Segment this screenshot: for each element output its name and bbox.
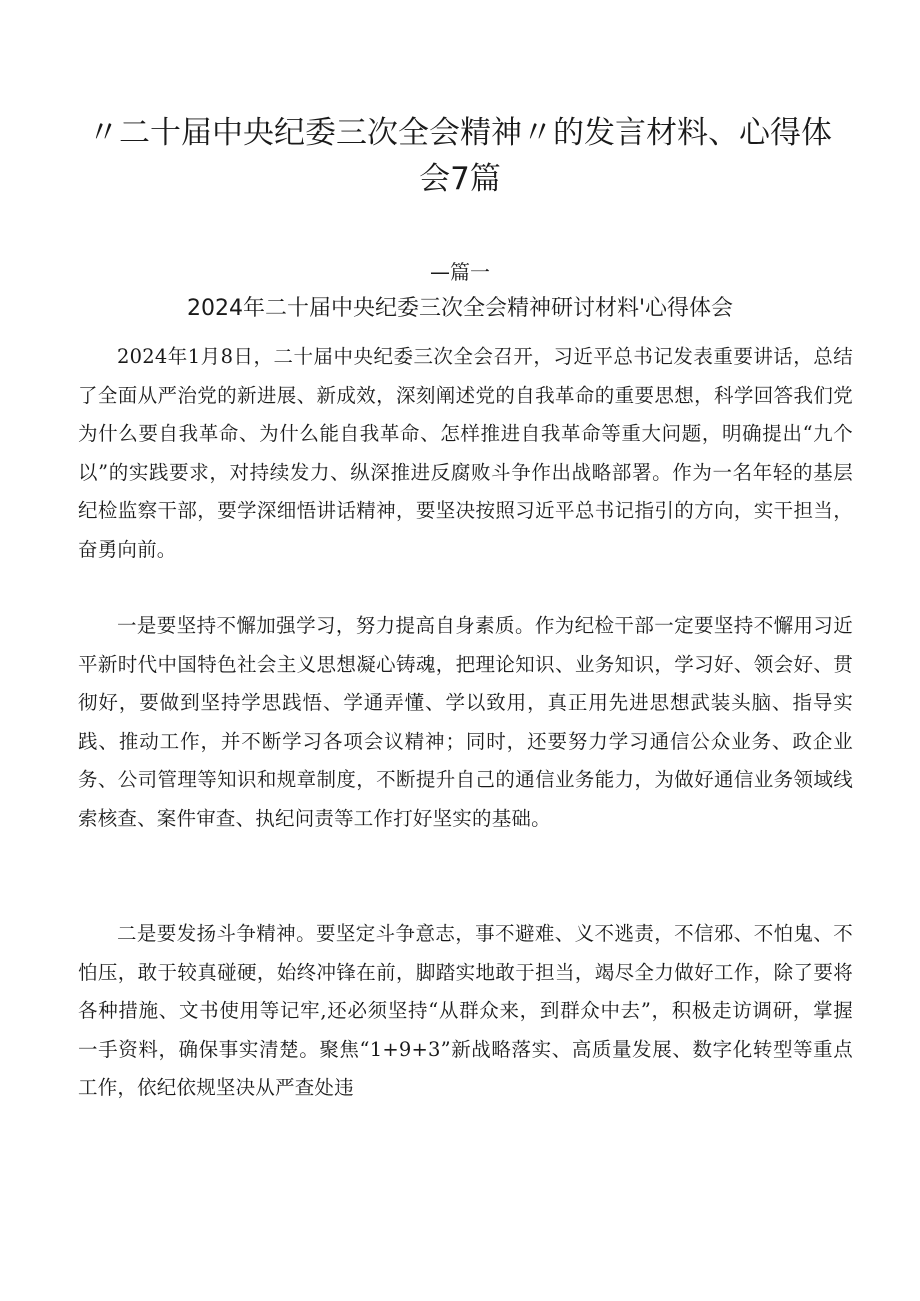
section-marker: —篇一 <box>430 260 490 284</box>
paragraph-3: 二是要发扬斗争精神。要坚定斗争意志，事不避难、义不逃责，不信邪、不怕鬼、不怕压，敢于较真碰硬，始终冲锋在前，脚踏实地敢于担当，竭尽全力做好工作，除了要将各种措施、文书使用等记牢,还必须坚持“从群众来，到群众中去”，积极走访调研，掌握一手资料，确保事实清楚。聚焦“1+9+3”新战略落实、高质量发展、数字化转型等重点工作，依纪依规坚决从严查处违 <box>78 922 853 1099</box>
document-title: 〃二十届中央纪委三次全会精神〃的发言材料、心得体会7篇 <box>88 115 832 197</box>
section-heading: 2024年二十届中央纪委三次全会精神研讨材料'心得体会 <box>186 296 734 321</box>
paragraph-2: 一是要坚持不懈加强学习，努力提高自身素质。作为纪检干部一定要坚持不懈用习近平新时代中国特色社会主义思想凝心铸魂，把理论知识、业务知识，学习好、领会好、贯彻好，要做到坚持学思践悟、学通弄懂、学以致用，真正用先进思想武装头脑、指导实践、推动工作，并不断学习各项会议精神；同时，还要努力学习通信公众业务、政企业务、公司管理等知识和规章制度，不断提升自己的通信业务能力，为做好通信业务领域线索核查、案件审查、执纪问责等工作打好坚实的基础。 <box>78 614 853 830</box>
paragraph-1: 2024年1月8日，二十届中央纪委三次全会召开，习近平总书记发表重要讲话，总结了全面从严治党的新进展、新成效，深刻阐述党的自我革命的重要思想，科学回答我们党为什么要自我革命、为什么能自我革命、怎样推进自我革命等重大问题，明确提出“九个以”的实践要求，对持续发力、纵深推进反腐败斗争作出战略部署。作为一名年轻的基层纪检监察干部，要学深细悟讲话精神，要坚决按照习近平总书记指引的方向，实干担当，奋勇向前。 <box>78 345 853 561</box>
